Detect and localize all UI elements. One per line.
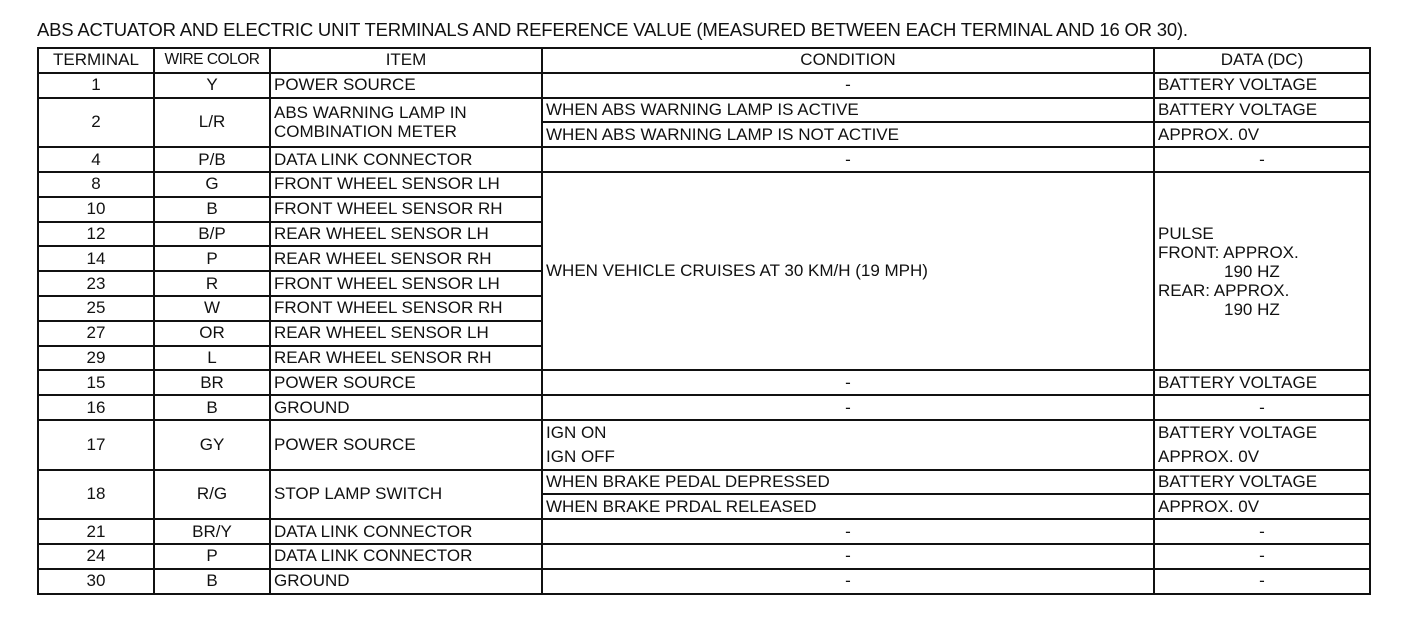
- item-cell: [270, 98, 542, 148]
- pulse-line: FRONT: APPROX.: [1158, 242, 1299, 262]
- data-cell: BATTERY VOLTAGE: [1154, 370, 1370, 395]
- wire-color-cell: P: [154, 544, 270, 569]
- condition-cell: -: [542, 569, 1154, 594]
- terminal-cell: 14: [38, 246, 154, 271]
- document-title: ABS ACTUATOR AND ELECTRIC UNIT TERMINALS AND REFERENCE VALUE (MEASURED BETWEEN EACH TERMINAL AND 16 OR 30).: [37, 19, 1188, 40]
- terminal-cell: 30: [38, 569, 154, 594]
- item-line: ABS WARNING LAMP IN: [274, 103, 467, 123]
- wire-color-cell: BR/Y: [154, 519, 270, 544]
- table-row: [38, 544, 1370, 569]
- terminal-cell: 27: [38, 321, 154, 346]
- header-row: [38, 48, 1370, 73]
- condition-cell: WHEN VEHICLE CRUISES AT 30 KM/H (19 MPH): [542, 172, 1154, 370]
- condition-cell: WHEN BRAKE PRDAL RELEASED: [542, 494, 1154, 519]
- data-cell: -: [1154, 519, 1370, 544]
- pulse-line: 190 HZ: [1224, 261, 1280, 281]
- data-cell: -: [1154, 544, 1370, 569]
- wire-color-cell: L: [154, 346, 270, 371]
- terminal-cell: 10: [38, 197, 154, 222]
- item-cell: DATA LINK CONNECTOR: [270, 519, 542, 544]
- wire-color-cell: G: [154, 172, 270, 197]
- terminal-cell: 18: [38, 470, 154, 520]
- condition-cell: -: [542, 370, 1154, 395]
- wire-color-cell: B: [154, 197, 270, 222]
- wire-color-cell: R/G: [154, 470, 270, 520]
- table-row: [38, 73, 1370, 98]
- condition-cell: IGN OFF: [542, 445, 1154, 470]
- wire-color-cell: Y: [154, 73, 270, 98]
- pulse-line: PULSE: [1158, 223, 1214, 243]
- item-cell: REAR WHEEL SENSOR RH: [270, 346, 542, 371]
- table-row: [38, 470, 1370, 495]
- condition-cell: WHEN BRAKE PEDAL DEPRESSED: [542, 470, 1154, 495]
- table-row: [38, 395, 1370, 420]
- item-cell: POWER SOURCE: [270, 370, 542, 395]
- table-row: [38, 172, 1370, 197]
- table-row: [38, 370, 1370, 395]
- condition-cell: -: [542, 147, 1154, 172]
- wire-color-cell: GY: [154, 420, 270, 470]
- terminal-cell: 25: [38, 296, 154, 321]
- wire-color-cell: P/B: [154, 147, 270, 172]
- table-row: [38, 98, 1370, 123]
- condition-cell: -: [542, 395, 1154, 420]
- terminal-cell: 1: [38, 73, 154, 98]
- item-cell: POWER SOURCE: [270, 420, 542, 470]
- terminal-cell: 17: [38, 420, 154, 470]
- header-data: DATA (DC): [1154, 48, 1370, 73]
- item-cell: GROUND: [270, 569, 542, 594]
- terminal-reference-table: [37, 47, 1371, 595]
- header-terminal: TERMINAL: [38, 48, 154, 73]
- condition-cell: WHEN ABS WARNING LAMP IS ACTIVE: [542, 98, 1154, 123]
- item-cell: GROUND: [270, 395, 542, 420]
- item-cell: REAR WHEEL SENSOR LH: [270, 321, 542, 346]
- item-cell: FRONT WHEEL SENSOR RH: [270, 197, 542, 222]
- data-cell: [1154, 172, 1370, 370]
- data-cell: BATTERY VOLTAGE: [1154, 420, 1370, 445]
- wire-color-cell: W: [154, 296, 270, 321]
- table-row: [38, 569, 1370, 594]
- data-cell: APPROX. 0V: [1154, 122, 1370, 147]
- item-cell: DATA LINK CONNECTOR: [270, 147, 542, 172]
- header-wire-color: WIRE COLOR: [154, 48, 270, 73]
- table-row: [38, 147, 1370, 172]
- wire-color-cell: R: [154, 271, 270, 296]
- terminal-cell: 12: [38, 222, 154, 247]
- condition-cell: IGN ON: [542, 420, 1154, 445]
- wire-color-cell: B: [154, 395, 270, 420]
- data-cell: BATTERY VOLTAGE: [1154, 98, 1370, 123]
- data-cell: APPROX. 0V: [1154, 445, 1370, 470]
- pulse-line: REAR: APPROX.: [1158, 280, 1290, 300]
- header-condition: CONDITION: [542, 48, 1154, 73]
- table-row: [38, 519, 1370, 544]
- wire-color-cell: P: [154, 246, 270, 271]
- wire-color-cell: B/P: [154, 222, 270, 247]
- header-item: ITEM: [270, 48, 542, 73]
- terminal-cell: 21: [38, 519, 154, 544]
- data-cell: -: [1154, 569, 1370, 594]
- terminal-cell: 15: [38, 370, 154, 395]
- data-cell: APPROX. 0V: [1154, 494, 1370, 519]
- wire-color-cell: B: [154, 569, 270, 594]
- terminal-cell: 2: [38, 98, 154, 148]
- data-cell: -: [1154, 395, 1370, 420]
- condition-cell: -: [542, 519, 1154, 544]
- item-cell: POWER SOURCE: [270, 73, 542, 98]
- item-cell: FRONT WHEEL SENSOR LH: [270, 172, 542, 197]
- item-cell: FRONT WHEEL SENSOR RH: [270, 296, 542, 321]
- condition-cell: -: [542, 73, 1154, 98]
- item-cell: REAR WHEEL SENSOR LH: [270, 222, 542, 247]
- terminal-cell: 24: [38, 544, 154, 569]
- item-line: COMBINATION METER: [274, 122, 457, 142]
- data-cell: BATTERY VOLTAGE: [1154, 73, 1370, 98]
- item-cell: FRONT WHEEL SENSOR LH: [270, 271, 542, 296]
- data-cell: -: [1154, 147, 1370, 172]
- item-cell: REAR WHEEL SENSOR RH: [270, 246, 542, 271]
- condition-cell: -: [542, 544, 1154, 569]
- condition-cell: WHEN ABS WARNING LAMP IS NOT ACTIVE: [542, 122, 1154, 147]
- terminal-cell: 8: [38, 172, 154, 197]
- table-row: [38, 420, 1370, 445]
- wire-color-cell: L/R: [154, 98, 270, 148]
- item-cell: STOP LAMP SWITCH: [270, 470, 542, 520]
- wire-color-cell: OR: [154, 321, 270, 346]
- item-cell: DATA LINK CONNECTOR: [270, 544, 542, 569]
- pulse-line: 190 HZ: [1224, 299, 1280, 319]
- terminal-cell: 16: [38, 395, 154, 420]
- wire-color-cell: BR: [154, 370, 270, 395]
- terminal-cell: 29: [38, 346, 154, 371]
- terminal-cell: 4: [38, 147, 154, 172]
- terminal-cell: 23: [38, 271, 154, 296]
- data-cell: BATTERY VOLTAGE: [1154, 470, 1370, 495]
